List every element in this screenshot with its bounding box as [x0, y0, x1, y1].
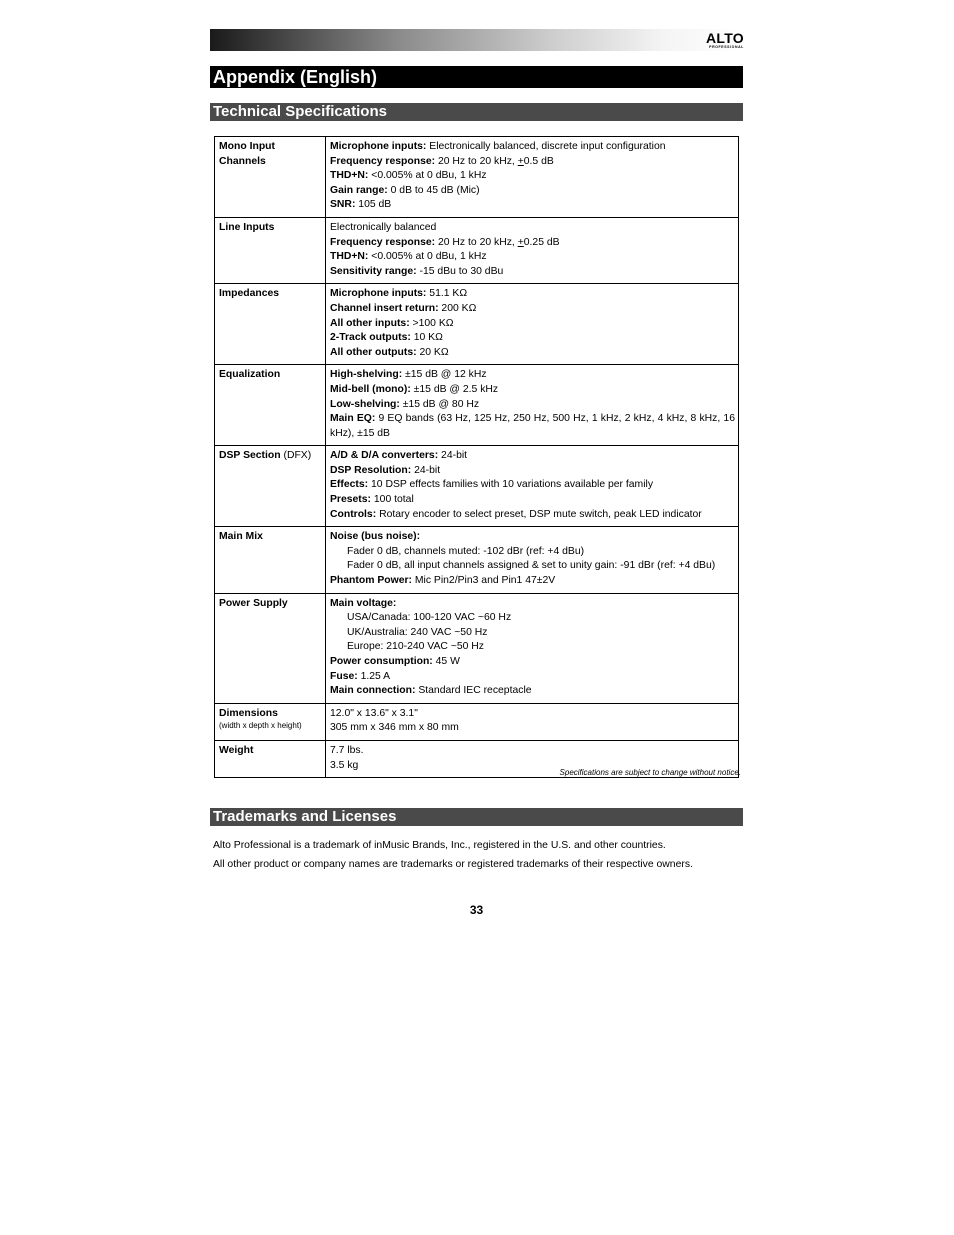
spec-label-cell: [215, 593, 326, 703]
spec-key: THD+N:: [330, 170, 369, 182]
spec-value-cell: [326, 446, 739, 527]
logo-word: ALTO: [705, 30, 744, 46]
spec-value: UK/Australia: 240 VAC ~50 Hz: [347, 626, 488, 638]
spec-line: [330, 368, 735, 383]
spec-key: High-shelving:: [330, 369, 403, 381]
spec-label: DSP Section: [219, 450, 281, 462]
spec-value: 24-bit: [438, 450, 468, 462]
spec-key: Presets:: [330, 494, 372, 506]
spec-value: USA/Canada: 100-120 VAC ~60 Hz: [347, 612, 512, 624]
spec-key: All other outputs:: [330, 346, 417, 358]
spec-line: [330, 412, 735, 441]
spec-line: [330, 140, 735, 155]
spec-value-symbol: +: [517, 236, 524, 248]
trademark-paragraph: Alto Professional is a trademark of inMusic Brands, Inc., registered in the U.S. and other countries.: [213, 840, 666, 851]
spec-line: [330, 559, 735, 574]
spec-label-cell: [215, 446, 326, 527]
spec-value-symbol: +: [517, 155, 524, 167]
spec-value: 305 mm x 346 mm x 80 mm: [330, 722, 459, 734]
spec-value-cell: [326, 217, 739, 283]
spec-line: [330, 684, 735, 699]
spec-value-cell: [326, 703, 739, 740]
spec-row: [215, 703, 739, 740]
spec-line: [330, 169, 735, 184]
spec-key: SNR:: [330, 199, 356, 211]
page-title: Appendix (English): [210, 66, 743, 88]
spec-line: [330, 346, 735, 361]
spec-value: 0.5 dB: [523, 155, 554, 167]
spec-line: [330, 670, 735, 685]
header-gradient-bar: [210, 29, 743, 51]
spec-value: 105 dB: [355, 199, 392, 211]
spec-line: [330, 574, 735, 589]
page-number: 33: [469, 903, 484, 917]
spec-key: THD+N:: [330, 251, 369, 263]
spec-key: Noise (bus noise):: [330, 531, 421, 543]
section-heading-trademarks: Trademarks and Licenses: [210, 808, 743, 826]
spec-value-cell: [326, 365, 739, 446]
spec-line: [330, 302, 735, 317]
spec-value: 10 KΩ: [410, 332, 443, 344]
spec-value: Electronically balanced, discrete input configuration: [426, 141, 666, 152]
spec-label: Main Mix: [219, 531, 263, 543]
spec-value: 0 dB to 45 dB (Mic): [387, 184, 480, 196]
spec-line: [330, 493, 735, 508]
section-heading-specs: Technical Specifications: [210, 103, 743, 121]
spec-value: 100 total: [371, 494, 414, 506]
spec-label: Impedances: [219, 288, 280, 300]
spec-key: Main voltage:: [330, 597, 397, 609]
spec-line: [330, 184, 735, 199]
spec-line: [330, 545, 735, 560]
spec-line: [330, 236, 735, 251]
spec-label: Equalization: [219, 369, 281, 381]
spec-row: [215, 593, 739, 703]
spec-value: ±15 dB @ 2.5 kHz: [410, 383, 499, 395]
trademark-paragraph: All other product or company names are trademarks or registered trademarks of their respective owners.: [213, 859, 693, 870]
spec-value: 20 Hz to 20 kHz,: [435, 155, 518, 167]
spec-label: Mono Input Channels: [219, 141, 275, 167]
spec-key: Effects:: [330, 479, 369, 491]
spec-value: Fader 0 dB, all input channels assigned & set to unity gain: -91 dBr (ref: +4 dBu): [347, 560, 716, 572]
spec-line: [330, 478, 735, 493]
spec-line: [330, 198, 735, 213]
spec-key: All other inputs:: [330, 317, 410, 329]
spec-row: [215, 365, 739, 446]
spec-line: [330, 287, 735, 302]
spec-row: [215, 284, 739, 365]
spec-label: Power Supply: [219, 597, 288, 609]
spec-value: ±15 dB @ 80 Hz: [399, 398, 480, 410]
spec-value: Fader 0 dB, channels muted: -102 dBr (ref: +4 dBu): [347, 545, 585, 557]
spec-value: 7.7 lbs.: [330, 744, 364, 756]
spec-line: [330, 155, 735, 170]
spec-key: Microphone inputs:: [330, 288, 427, 300]
spec-label-cell: [215, 217, 326, 283]
spec-value: ±15 dB @ 12 kHz: [402, 369, 487, 381]
spec-value: 20 KΩ: [416, 346, 449, 358]
spec-line: [330, 508, 735, 523]
spec-key: Microphone inputs:: [330, 141, 427, 152]
spec-value: 12.0" x 13.6" x 3.1": [330, 707, 418, 719]
spec-value: -15 dBu to 30 dBu: [416, 265, 504, 277]
spec-value-cell: [326, 284, 739, 365]
spec-label-cell: [215, 284, 326, 365]
spec-value: 20 Hz to 20 kHz,: [435, 236, 518, 248]
spec-key: A/D & D/A converters:: [330, 450, 439, 462]
spec-key: Controls:: [330, 508, 377, 520]
spec-value: Mic Pin2/Pin3 and Pin1 47±2V: [411, 575, 556, 587]
spec-line: [330, 265, 735, 280]
spec-key: Gain range:: [330, 184, 388, 196]
spec-key: Main EQ:: [330, 413, 376, 425]
spec-value: 0.25 dB: [523, 236, 560, 248]
spec-line: [330, 655, 735, 670]
spec-key: Power consumption:: [330, 656, 433, 667]
spec-key: Low-shelving:: [330, 398, 400, 410]
spec-label-suffix: (DFX): [280, 450, 312, 462]
spec-key: Mid-bell (mono):: [330, 383, 411, 395]
spec-line: [330, 398, 735, 413]
spec-row: [215, 217, 739, 283]
spec-row: [215, 446, 739, 527]
spec-value: <0.005% at 0 dBu, 1 kHz: [368, 251, 487, 263]
spec-value: 1.25 A: [357, 670, 391, 682]
logo-subtext: PROFESSIONAL: [709, 45, 744, 49]
spec-label: Weight: [219, 744, 254, 756]
spec-line: [330, 707, 735, 722]
spec-value: 9 EQ bands (63 Hz, 125 Hz, 250 Hz, 500 Hz, 1 kHz, 2 kHz, 4 kHz, 8 kHz, 16 kHz), ±15 dB: [330, 413, 735, 439]
spec-line: [330, 221, 735, 236]
spec-value-cell: [326, 527, 739, 593]
spec-value: Electronically balanced: [330, 221, 437, 233]
spec-key: Phantom Power:: [330, 575, 412, 587]
spec-line: [330, 383, 735, 398]
spec-value: Standard IEC receptacle: [415, 685, 532, 697]
spec-value: 3.5 kg: [330, 759, 359, 771]
spec-key: Frequency response:: [330, 236, 436, 248]
spec-line: [330, 611, 735, 626]
spec-value: 45 W: [432, 656, 460, 667]
spec-value: 51.1 KΩ: [426, 288, 468, 300]
spec-line: [330, 250, 735, 265]
spec-label: Dimensions: [219, 707, 278, 719]
spec-label-cell: [215, 137, 326, 218]
spec-value-cell: [326, 593, 739, 703]
spec-label-cell: [215, 365, 326, 446]
alto-logo: [692, 31, 744, 50]
spec-value: >100 KΩ: [409, 317, 454, 329]
spec-label-note: (width x depth x height): [219, 721, 302, 731]
spec-value: 200 KΩ: [438, 302, 477, 314]
spec-line: [330, 530, 735, 545]
spec-value-cell: [326, 137, 739, 218]
spec-label: Line Inputs: [219, 221, 275, 233]
spec-value: 10 DSP effects families with 10 variations available per family: [368, 479, 654, 491]
specs-table: [214, 136, 739, 778]
spec-line: [330, 626, 735, 641]
spec-key: 2-Track outputs:: [330, 332, 411, 344]
spec-key: Main connection:: [330, 685, 416, 697]
spec-label-cell: [215, 703, 326, 740]
spec-value: 24-bit: [411, 464, 441, 476]
spec-value: Rotary encoder to select preset, DSP mute switch, peak LED indicator: [376, 508, 702, 520]
spec-label-cell: [215, 527, 326, 593]
spec-line: [330, 331, 735, 346]
spec-line: [330, 317, 735, 332]
spec-row: [215, 527, 739, 593]
spec-key: Fuse:: [330, 670, 358, 682]
spec-key: Channel insert return:: [330, 302, 439, 314]
spec-value: <0.005% at 0 dBu, 1 kHz: [368, 170, 487, 182]
spec-line: [330, 721, 735, 736]
spec-value: Europe: 210-240 VAC ~50 Hz: [347, 641, 484, 653]
spec-key: Frequency response:: [330, 155, 436, 167]
spec-line: [330, 744, 735, 759]
spec-line: [330, 464, 735, 479]
spec-row: [215, 137, 739, 218]
spec-key: DSP Resolution:: [330, 464, 412, 476]
spec-key: Sensitivity range:: [330, 265, 417, 277]
spec-line: [330, 597, 735, 612]
specs-notice: Specifications are subject to change without notice.: [559, 768, 741, 777]
spec-line: [330, 640, 735, 655]
spec-line: [330, 449, 735, 464]
